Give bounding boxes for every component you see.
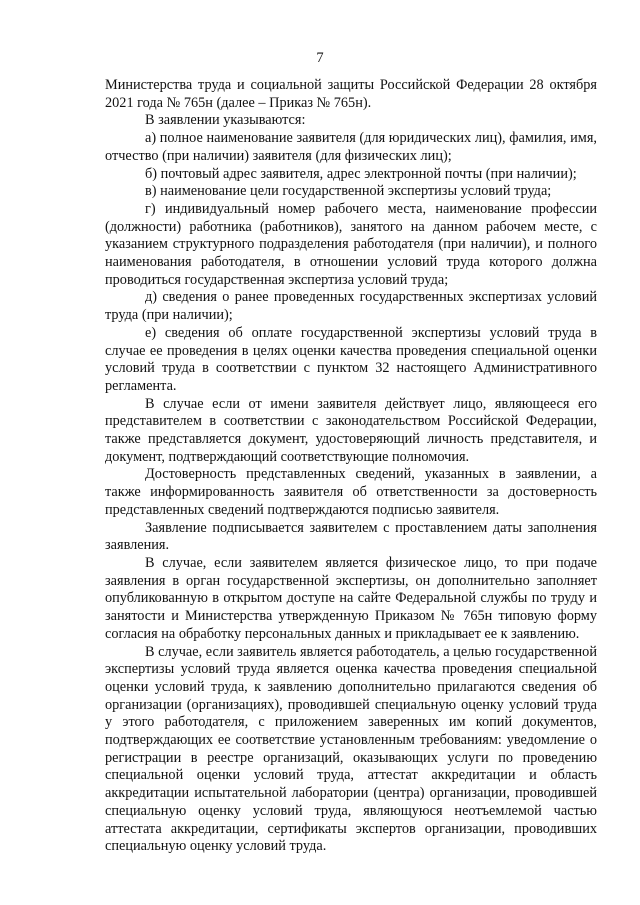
paragraph-signature: Заявление подписывается заявителем с проставлением даты заполнения заявления.: [105, 519, 597, 554]
list-item-e: е) сведения об оплате государственной экспертизы условий труда в случае ее проведения в целях оценки качества проведения специальной оценки условий труда в соответствии с пунктом 32 настоящего Административного регламента.: [105, 324, 597, 394]
page-number: 7: [316, 50, 324, 66]
paragraph-application-intro: В заявлении указываются:: [145, 112, 306, 129]
paragraph-reliability: Достоверность представленных сведений, указанных в заявлении, а также информированность заявителя об ответственности за достоверность представленных сведений подтверждаются подписью заявителя.: [105, 466, 597, 518]
list-item-b: б) почтовый адрес заявителя, адрес электронной почты (при наличии);: [145, 165, 577, 182]
list-item-d: д) сведения о ранее проведенных государственных экспертизах условий труда (при наличии);: [105, 289, 597, 324]
list-item-a: а) полное наименование заявителя (для юридических лиц), фамилия, имя, отчество (при наличии) заявителя (для физических лиц);: [105, 130, 597, 164]
paragraph-individual-applicant: В случае, если заявителем является физическое лицо, то при подаче заявления в орган государственной экспертизы, он дополнительно заполняет опубликованную в открытом доступе на сайте Федеральной службы по труду и занятости и Министерства утвержденную Приказом № 765н типовую форму согласия на обработку персональных данных и прикладывает ее к заявлению.: [105, 554, 597, 642]
list-item-g: г) индивидуальный номер рабочего места, наименование профессии (должности) работника (работников), занятого на данном рабочем месте, с указанием структурного подразделения работодателя (при наличии), и полного наименования работодателя, в отношении условий труда которого должна проводиться государственная экспертиза условий труда;: [105, 200, 597, 288]
paragraph-employer-applicant: В случае, если заявитель является работодатель, а целью государственной экспертизы условий труда является оценка качества проведения специальной оценки условий труда, к заявлению дополнительно прилагаются сведения об организации (организациях), проводившей специальную оценку условий труда у этого работодателя, с приложением заверенных им копий документов, подтверждающих ее соответствие установленным требованиям: уведомление о регистрации в реестре организаций, оказывающих услуги по проведению специальной оценки условий труда, аттестат аккредитации и область аккредитации испытательной лаборатории (центра) организации, проводившей специальную оценку условий труда, являющуюся неотъемлемой частью аттестата аккредитации, сертификаты экспертов организации, проводивших специальную оценку условий труда.: [105, 643, 597, 855]
document-body: [105, 77, 597, 856]
paragraph-continuation: Министерства труда и социальной защиты Российской Федерации 28 октября 2021 года № 765н (далее – Приказ № 765н).: [105, 77, 597, 111]
list-item-v: в) наименование цели государственной экспертизы условий труда;: [145, 183, 552, 200]
paragraph-representative: В случае если от имени заявителя действует лицо, являющееся его представителем в соответствии с законодательством Российской Федерации, также представляется документ, удостоверяющий личность представителя, и документ, подтверждающий соответствующие полномочия.: [105, 395, 597, 465]
